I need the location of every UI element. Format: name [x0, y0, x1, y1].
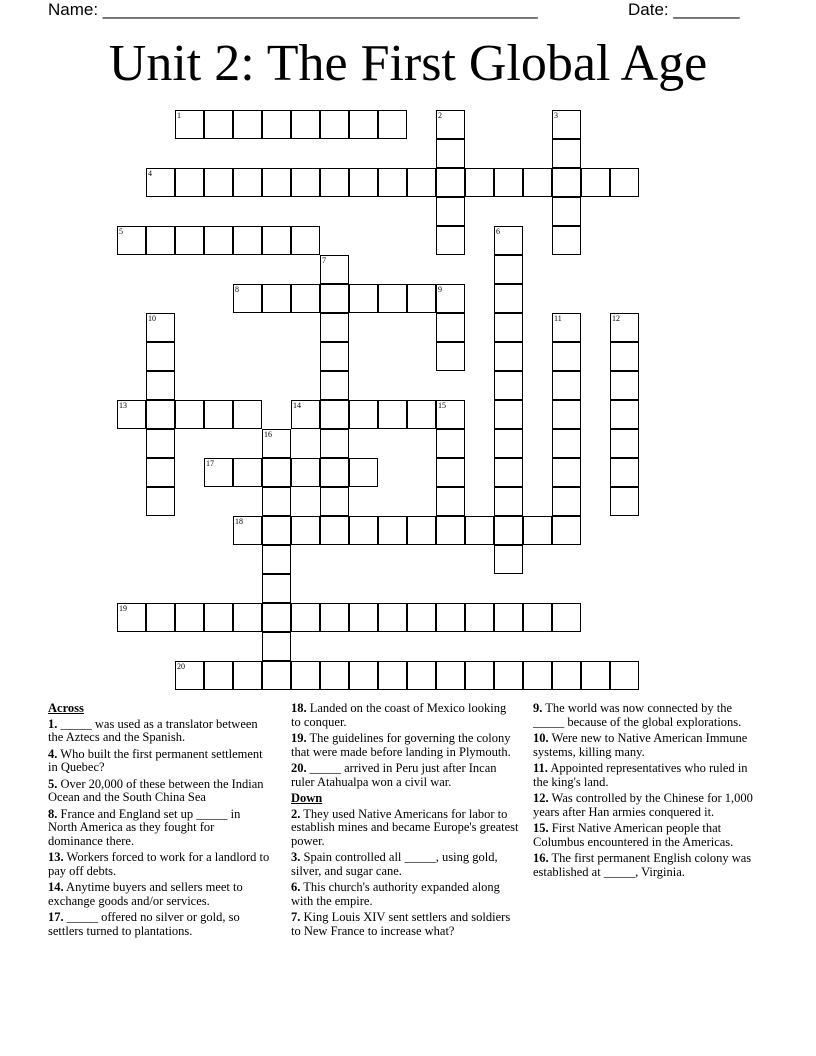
clues-column-3 [533, 702, 758, 882]
crossword-cell[interactable] [320, 429, 349, 458]
crossword-cell[interactable] [610, 342, 639, 371]
crossword-cell[interactable] [233, 168, 262, 197]
crossword-cell[interactable] [610, 458, 639, 487]
crossword-cell[interactable] [552, 342, 581, 371]
crossword-cell[interactable] [407, 516, 436, 545]
crossword-cell[interactable] [407, 400, 436, 429]
clue-across-4: 4. Who built the first permanent settlement in Quebec? [48, 746, 263, 774]
cell-number-19: 19 [119, 604, 127, 613]
crossword-cell[interactable] [494, 487, 523, 516]
crossword-cell[interactable] [465, 516, 494, 545]
crossword-cell[interactable] [552, 371, 581, 400]
crossword-cell[interactable] [552, 429, 581, 458]
crossword-cell[interactable] [233, 603, 262, 632]
cell-number-5: 5 [119, 227, 123, 236]
crossword-cell[interactable] [175, 603, 204, 632]
crossword-cell[interactable] [378, 168, 407, 197]
cell-number-12: 12 [612, 314, 620, 323]
crossword-cell[interactable] [494, 429, 523, 458]
crossword-cell[interactable] [146, 429, 175, 458]
crossword-cell[interactable] [175, 168, 204, 197]
crossword-cell[interactable] [320, 313, 349, 342]
crossword-cell[interactable] [494, 168, 523, 197]
crossword-cell[interactable] [320, 458, 349, 487]
crossword-cell[interactable] [233, 458, 262, 487]
crossword-cell[interactable] [494, 313, 523, 342]
across-header: Across [48, 701, 84, 715]
crossword-cell[interactable] [581, 661, 610, 690]
crossword-cell[interactable] [610, 661, 639, 690]
clues-column-1 [48, 702, 270, 941]
crossword-cell[interactable] [291, 226, 320, 255]
crossword-cell[interactable] [320, 168, 349, 197]
crossword-cell[interactable] [378, 603, 407, 632]
crossword-cell[interactable] [320, 342, 349, 371]
crossword-cell[interactable] [378, 400, 407, 429]
cell-number-7: 7 [322, 256, 326, 265]
crossword-cell[interactable] [262, 284, 291, 313]
crossword-cell[interactable] [407, 603, 436, 632]
crossword-cell[interactable] [552, 226, 581, 255]
crossword-cell[interactable] [146, 371, 175, 400]
crossword-cell[interactable] [349, 284, 378, 313]
crossword-cell[interactable] [262, 226, 291, 255]
crossword-cell[interactable] [552, 458, 581, 487]
cell-number-13: 13 [119, 401, 127, 410]
crossword-cell[interactable] [378, 110, 407, 139]
crossword-cell[interactable] [175, 226, 204, 255]
crossword-cell[interactable] [436, 516, 465, 545]
clue-down-2: 2. They used Native Americans for labor to establish mines and became Europe's greatest power. [291, 806, 519, 848]
crossword-cell[interactable] [523, 603, 552, 632]
crossword-cell[interactable] [349, 400, 378, 429]
crossword-cell[interactable] [494, 545, 523, 574]
crossword-cell[interactable] [494, 603, 523, 632]
crossword-cell[interactable] [320, 371, 349, 400]
crossword-cell[interactable] [465, 168, 494, 197]
crossword-cell[interactable] [349, 603, 378, 632]
crossword-cell[interactable] [320, 516, 349, 545]
crossword-cell[interactable] [494, 255, 523, 284]
crossword-cell[interactable] [436, 603, 465, 632]
crossword-cell[interactable] [320, 400, 349, 429]
crossword-cell[interactable] [523, 661, 552, 690]
crossword-cell[interactable] [262, 603, 291, 632]
clue-down-10: 10. Were new to Native American Immune systems, killing many. [533, 731, 748, 759]
cell-number-10: 10 [148, 314, 156, 323]
crossword-cell[interactable] [552, 661, 581, 690]
crossword-cell[interactable] [552, 400, 581, 429]
clue-across-14: 14. Anytime buyers and sellers meet to exchange goods and/or services. [48, 880, 243, 908]
crossword-cell[interactable] [204, 661, 233, 690]
crossword-cell[interactable] [349, 516, 378, 545]
crossword-cell[interactable] [552, 516, 581, 545]
date-field-label[interactable]: Date: _______ [628, 0, 740, 19]
crossword-cell[interactable] [378, 284, 407, 313]
crossword-cell[interactable] [204, 168, 233, 197]
crossword-cell[interactable] [146, 603, 175, 632]
clue-across-5: 5. Over 20,000 of these between the Indian Ocean and the South China Sea [48, 776, 264, 804]
down-header: Down [291, 791, 323, 805]
crossword-cell[interactable] [233, 400, 262, 429]
crossword-cell[interactable] [291, 603, 320, 632]
cell-number-20: 20 [177, 662, 185, 671]
clue-down-11: 11. Appointed representatives who ruled in the king's land. [533, 761, 748, 789]
crossword-cell[interactable] [262, 458, 291, 487]
crossword-cell[interactable] [262, 516, 291, 545]
crossword-cell[interactable] [349, 661, 378, 690]
crossword-cell[interactable] [378, 516, 407, 545]
clue-across-17: 17. _____ offered no silver or gold, so settlers turned to plantations. [48, 910, 240, 938]
crossword-cell[interactable] [610, 168, 639, 197]
cell-number-1: 1 [177, 111, 181, 120]
crossword-cell[interactable] [494, 400, 523, 429]
crossword-cell[interactable] [465, 603, 494, 632]
crossword-cell[interactable] [320, 603, 349, 632]
crossword-cell[interactable] [291, 661, 320, 690]
crossword-cell[interactable] [436, 226, 465, 255]
clue-across-1: 1. _____ was used as a translator between the Aztecs and the Spanish. [48, 716, 258, 744]
crossword-cell[interactable] [436, 458, 465, 487]
crossword-cell[interactable] [320, 487, 349, 516]
crossword-cell[interactable] [407, 661, 436, 690]
crossword-cell[interactable] [494, 516, 523, 545]
clues-column-2 [291, 702, 519, 941]
clue-down-6: 6. This church's authority expanded along with the empire. [291, 880, 500, 908]
crossword-cell[interactable] [494, 458, 523, 487]
crossword-cell[interactable] [436, 168, 465, 197]
crossword-cell[interactable] [494, 342, 523, 371]
cell-number-4: 4 [148, 169, 152, 178]
crossword-cell[interactable] [523, 168, 552, 197]
crossword-cell[interactable] [262, 168, 291, 197]
clue-down-12: 12. Was controlled by the Chinese for 1,000 years after Han armies conquered it. [533, 791, 753, 819]
crossword-cell[interactable] [233, 226, 262, 255]
crossword-cell[interactable] [494, 661, 523, 690]
crossword-cell[interactable] [262, 661, 291, 690]
crossword-cell[interactable] [494, 284, 523, 313]
crossword-cell[interactable] [465, 661, 494, 690]
clue-down-7: 7. King Louis XIV sent settlers and soldiers to New France to increase what? [291, 910, 511, 938]
crossword-cell[interactable] [349, 458, 378, 487]
crossword-cell[interactable] [233, 110, 262, 139]
crossword-cell[interactable] [436, 429, 465, 458]
crossword-cell[interactable] [552, 139, 581, 168]
cell-number-14: 14 [293, 401, 301, 410]
cell-number-9: 9 [438, 285, 442, 294]
crossword-cell[interactable] [436, 197, 465, 226]
crossword-cell[interactable] [610, 429, 639, 458]
cell-number-3: 3 [554, 111, 558, 120]
crossword-cell[interactable] [320, 284, 349, 313]
crossword-cell[interactable] [378, 661, 407, 690]
crossword-cell[interactable] [552, 603, 581, 632]
crossword-cell[interactable] [262, 487, 291, 516]
crossword-cell[interactable] [146, 487, 175, 516]
crossword-cell[interactable] [320, 661, 349, 690]
crossword-cell[interactable] [552, 487, 581, 516]
crossword-cell[interactable] [320, 110, 349, 139]
clue-down-15: 15. First Native American people that Columbus encountered in the Americas. [533, 821, 734, 849]
name-field-label[interactable]: Name: ______________________________________________ [48, 0, 538, 19]
crossword-cell[interactable] [146, 226, 175, 255]
crossword-cell[interactable] [175, 400, 204, 429]
crossword-cell[interactable] [436, 139, 465, 168]
cell-number-8: 8 [235, 285, 239, 294]
crossword-cell[interactable] [436, 487, 465, 516]
cell-number-18: 18 [235, 517, 243, 526]
crossword-cell[interactable] [146, 342, 175, 371]
crossword-cell[interactable] [204, 110, 233, 139]
crossword-cell[interactable] [494, 371, 523, 400]
crossword-cell[interactable] [349, 110, 378, 139]
crossword-cell[interactable] [581, 168, 610, 197]
clue-across-19: 19. The guidelines for governing the colony that were made before landing in Plymouth. [291, 731, 511, 759]
clue-across-18: 18. Landed on the coast of Mexico looking to conquer. [291, 701, 507, 729]
crossword-cell[interactable] [407, 168, 436, 197]
crossword-cell[interactable] [262, 110, 291, 139]
crossword-cell[interactable] [349, 168, 378, 197]
cell-number-2: 2 [438, 111, 442, 120]
crossword-cell[interactable] [552, 197, 581, 226]
cell-number-16: 16 [264, 430, 272, 439]
page-title: Unit 2: The First Global Age [108, 35, 708, 92]
crossword-cell[interactable] [233, 661, 262, 690]
crossword-cell[interactable] [146, 400, 175, 429]
crossword-cell[interactable] [552, 168, 581, 197]
crossword-cell[interactable] [291, 168, 320, 197]
crossword-cell[interactable] [146, 458, 175, 487]
crossword-cell[interactable] [291, 458, 320, 487]
cell-number-11: 11 [554, 314, 562, 323]
crossword-cell[interactable] [262, 545, 291, 574]
crossword-cell[interactable] [204, 603, 233, 632]
crossword-cell[interactable] [262, 574, 291, 603]
crossword-cell[interactable] [610, 371, 639, 400]
crossword-cell[interactable] [436, 661, 465, 690]
crossword-cell[interactable] [436, 313, 465, 342]
crossword-cell[interactable] [204, 226, 233, 255]
crossword-cell[interactable] [262, 632, 291, 661]
crossword-cell[interactable] [436, 342, 465, 371]
clue-down-9: 9. The world was now connected by the _____ because of the global explorations. [533, 701, 742, 729]
crossword-cell[interactable] [523, 516, 552, 545]
clue-down-3: 3. Spain controlled all _____, using gold, silver, and sugar cane. [291, 850, 498, 878]
crossword-cell[interactable] [610, 400, 639, 429]
crossword-cell[interactable] [204, 400, 233, 429]
clue-across-13: 13. Workers forced to work for a landlord to pay off debts. [48, 850, 270, 878]
crossword-cell[interactable] [407, 284, 436, 313]
crossword-cell[interactable] [291, 516, 320, 545]
crossword-cell[interactable] [291, 284, 320, 313]
crossword-cell[interactable] [291, 110, 320, 139]
crossword-cell[interactable] [610, 487, 639, 516]
clue-across-8: 8. France and England set up _____ in North America as they fought for dominance there. [48, 806, 241, 848]
cell-number-15: 15 [438, 401, 446, 410]
cell-number-17: 17 [206, 459, 214, 468]
clue-down-16: 16. The first permanent English colony was established at _____, Virginia. [533, 851, 752, 879]
cell-number-6: 6 [496, 227, 500, 236]
clue-across-20: 20. _____ arrived in Peru just after Incan ruler Atahualpa won a civil war. [291, 761, 497, 789]
